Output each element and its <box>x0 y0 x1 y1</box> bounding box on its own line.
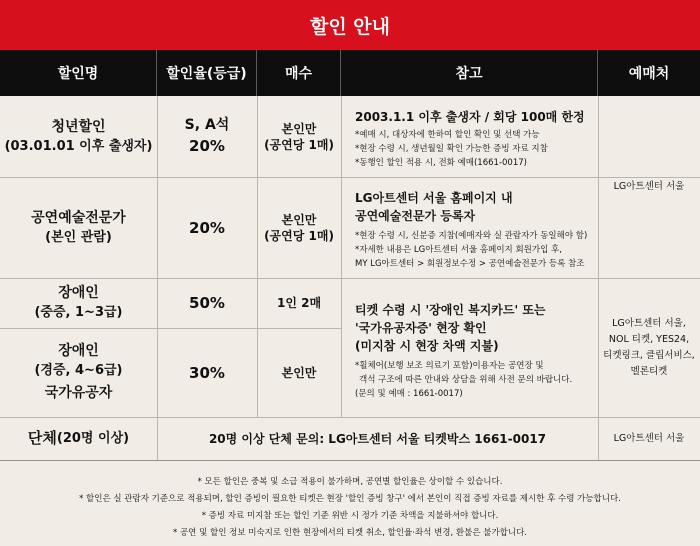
footnotes <box>0 474 700 542</box>
ticket-mid-line: 멜론티켓 <box>630 365 668 377</box>
disabled2-rate: 30% <box>189 363 225 382</box>
youth-ref-note: *예매 시, 대상자에 한하여 할인 확인 및 선택 가능 <box>355 130 540 140</box>
disabled1-qty: 1인 2매 <box>276 296 322 310</box>
disabled2-qty: 본인만 <box>281 365 317 380</box>
ticket-top-cell <box>598 96 700 278</box>
footnote: * 공연 및 할인 정보 미숙지로 인한 현장에서의 티켓 취소, 할인율·좌석 변경, 환불은 불가합니다. <box>173 528 527 538</box>
group-name: 단체 <box>27 429 57 447</box>
expert-name: 공연예술전문가 <box>31 209 126 226</box>
disabled2-name: 장애인 <box>58 343 99 359</box>
youth-rate-cell <box>157 96 257 177</box>
disabled1-qty-cell <box>257 278 341 328</box>
expert-rate: 20% <box>189 218 225 237</box>
expert-ref-note: MY LG아트센터 > 회원정보수정 > 공연예술전문가 등록 참조 <box>355 259 585 269</box>
ticket-mid-line: NOL 티켓, YES24, <box>608 333 690 345</box>
header-qty: 매수 <box>257 50 341 96</box>
youth-qty-cell <box>257 96 341 177</box>
expert-ref-lead: LG아트센터 서울 홈페이지 내 <box>355 191 513 205</box>
group-sub: (20명 이상) <box>56 431 130 446</box>
disabled2-rate-cell <box>157 328 257 417</box>
disabled-ref-note: 객석 구조에 따른 안내와 상담을 위해 사전 문의 바랍니다. <box>359 375 573 385</box>
disabled-ref-lead: 티켓 수령 시 '장애인 복지카드' 또는 <box>355 303 546 317</box>
youth-ref-note: *현장 수령 시, 생년월일 확인 가능한 증빙 자료 지참 <box>355 144 548 154</box>
disabled2-name2: 국가유공자 <box>44 385 113 401</box>
disabled1-rate-cell <box>157 278 257 328</box>
expert-rate-cell <box>157 177 257 278</box>
footnote: * 증빙 자료 미지참 또는 할인 기준 위반 시 정가 기준 차액을 지불하셔야 합니다. <box>201 511 499 521</box>
youth-ref-lead: 2003.1.1 이후 출생자 / 회당 100매 한정 <box>355 110 585 124</box>
youth-ref-note: *동행인 할인 적용 시, 전화 예매(1661-0017) <box>355 158 527 168</box>
disabled-ref-lead: (미지참 시 현장 차액 지불) <box>355 339 499 353</box>
youth-qty2: (공연당 1매) <box>264 137 334 152</box>
page-title: 할인 안내 <box>0 0 700 50</box>
expert-ref-note: *자세한 내용은 LG아트센터 서울 홈페이지 회원가입 후, <box>355 245 562 255</box>
group-info: 20명 이상 단체 문의: LG아트센터 서울 티켓박스 1661-0017 <box>208 431 547 446</box>
ticket-mid-line: LG아트센터 서울, <box>612 317 686 329</box>
disabled-ref-note: (문의 및 예매 : 1661-0017) <box>355 389 463 399</box>
disabled-ref-lead: '국가유공자증' 현장 확인 <box>355 321 487 335</box>
youth-ref <box>341 108 598 170</box>
disabled1-name: 장애인 <box>58 285 99 301</box>
ticket-mid-line: 티켓링크, 클립서비스, <box>603 349 695 361</box>
group-info-cell <box>157 417 598 460</box>
disabled-ref-note: *휠체어(보행 보조 의료기 포함)이용자는 공연장 및 <box>355 361 544 371</box>
youth-qty1: 본인만 <box>281 121 317 136</box>
header-rate: 할인율(등급) <box>157 50 257 96</box>
expert-ref <box>341 189 598 271</box>
group-name-cell <box>0 417 157 460</box>
expert-qty-cell <box>257 177 341 278</box>
table-header <box>0 50 700 96</box>
expert-name-cell <box>0 177 157 278</box>
youth-name-cell <box>0 96 157 177</box>
disabled2-name-cell <box>0 328 157 417</box>
header-ref: 참고 <box>341 50 598 96</box>
disabled1-sub: (중증, 1~3급) <box>34 305 123 320</box>
ticket-mid-cell <box>598 278 700 417</box>
youth-name: 청년할인 <box>51 118 106 135</box>
table-bottom-rule <box>0 460 700 461</box>
footnote: * 모든 할인은 중복 및 소급 적용이 불가하며, 공연별 할인율은 상이할 수 있습니다. <box>197 477 503 487</box>
expert-ref-note: *현장 수령 시, 신분증 지참(예매자와 실 관람자가 동일해야 함) <box>355 231 588 241</box>
disabled2-sub: (경증, 4~6급) <box>34 363 123 378</box>
disabled1-rate: 50% <box>189 294 225 312</box>
group-ticket: LG아트센터 서울 <box>613 432 685 444</box>
ticket-top: LG아트센터 서울 <box>613 181 685 192</box>
footnote: * 할인은 실 관람자 기준으로 적용되며, 할인 증빙이 필요한 티켓은 현장 '할인 증빙 창구' 에서 본인이 직접 증빙 자료를 제시한 후 수령 가능합니다. <box>79 494 621 504</box>
group-ticket-cell <box>598 417 700 460</box>
expert-sub: (본인 관람) <box>45 229 112 245</box>
expert-qty2: (공연당 1매) <box>264 228 334 243</box>
header-name: 할인명 <box>0 50 157 96</box>
expert-ref-lead: 공연예술전문가 등록자 <box>355 209 476 223</box>
disabled1-name-cell <box>0 278 157 328</box>
disabled-ref <box>341 301 598 401</box>
disabled2-qty-cell <box>257 328 341 417</box>
expert-qty1: 본인만 <box>281 212 317 227</box>
youth-grade: S, A석 <box>184 117 230 133</box>
youth-rate: 20% <box>189 137 225 155</box>
header-ticket: 예매처 <box>628 66 670 82</box>
youth-sub: (03.01.01 이후 출생자) <box>4 138 153 154</box>
